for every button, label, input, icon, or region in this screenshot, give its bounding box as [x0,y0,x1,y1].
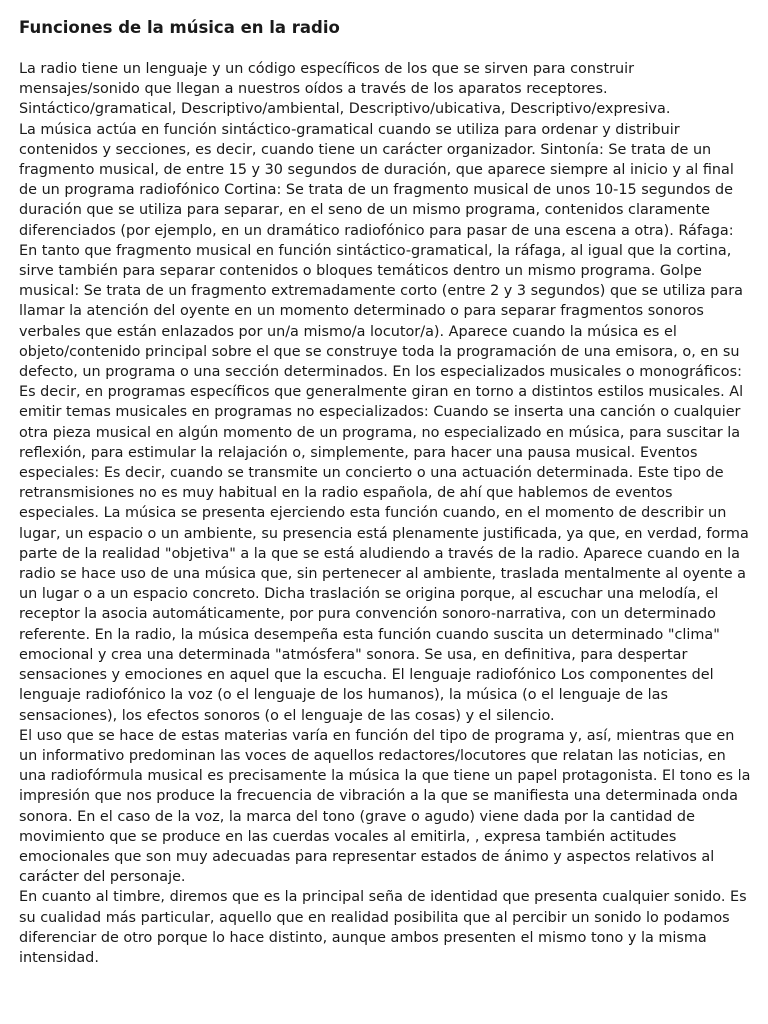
document-title: Funciones de la música en la radio [19,18,340,37]
document-page [19,14,751,968]
paragraph-2: La música actúa en función sintáctico-gramatical cuando se utiliza para ordenar y distribuir contenidos y secciones, es decir, cuando tiene un carácter organizador. Sintonía: Se trata de un fragmento musical, de entre 15 y 30 segundos de duración, que aparece siempre al inicio y al final de un programa radiofónico Cortina: Se trata de un fragmento musical de unos 10-15 segundos de duración que se utiliza para separar, en el seno de un mismo programa, contenidos claramente diferenciados (por ejemplo, en un dramático radiofónico para pasar de una escena a otra). Ráfaga: En tanto que fragmento musical en función sintáctico-gramatical, la ráfaga, al igual que la cortina, sirve también para separar contenidos o bloques temáticos dentro un mismo programa. Golpe musical: Se trata de un fragmento extremadamente corto (entre 2 y 3 segundos) que se utiliza para llamar la atención del oyente en un momento determinado o para separar fragmentos sonoros verbales que están enlazados por un/a mismo/a locutor/a). Aparece cuando la música es el objeto/contenido principal sobre el que se construye toda la programación de una emisora, o, en su defecto, un programa o una sección determinados. En los especializados musicales o monográficos: Es decir, en programas específicos que generalmente giran en torno a distintos estilos musicales. Al emitir temas musicales en programas no especializados: Cuando se inserta una canción o cualquier otra pieza musical en algún momento de un programa, no especializado en música, para suscitar la reflexión, para estimular la relajación o, simplemente, para hacer una pausa musical. Eventos especiales: Es decir, cuando se transmite un concierto o una actuación determinada. Este tipo de retransmisiones no es muy habitual en la radio española, de ahí que hablemos de eventos especiales. La música se presenta ejerciendo esta función cuando, en el momento de describir un lugar, un espacio o un ambiente, su presencia está plenamente justificada, ya que, en verdad, forma parte de la realidad "objetiva" a la que se está aludiendo a través de la radio. Aparece cuando en la radio se hace uso de una música que, sin pertenecer al ambiente, traslada mentalmente al oyente a un lugar o a un espacio concreto. Dicha traslación se origina porque, al escuchar una melodía, el receptor la asocia automáticamente, por pura convención sonoro-narrativa, con un determinado referente. En la radio, la música desempeña esta función cuando suscita un determinado "clima" emocional y crea una determinada "atmósfera" sonora. Se usa, en definitiva, para despertar sensaciones y emociones en aquel que la escucha. El lenguaje radiofónico Los componentes del lenguaje radiofónico la voz (o el lenguaje de los humanos), la música (o el lenguaje de las sensaciones), los efectos sonoros (o el lenguaje de las cosas) y el silencio. [19,121,749,724]
paragraph-1: La radio tiene un lenguaje y un código específicos de los que se sirven para construir mensajes/sonido que llegan a nuestros oídos a través de los aparatos receptores. Sintáctico/gramatical, Descriptivo/ambiental, Descriptivo/ubicativa, Descriptivo/expresiva. [19,61,671,118]
document-body [19,59,751,968]
paragraph-3: El uso que se hace de estas materias varía en función del tipo de programa y, así, mientras que en un informativo predominan las voces de aquellos redactores/locutores que relatan las noticias, en una radiofórmula musical es precisamente la música la que tiene un papel protagonista. El tono es la impresión que nos produce la frecuencia de vibración a la que se manifiesta una determinada onda sonora. En el caso de la voz, la marca del tono (grave o agudo) viene dada por la cantidad de movimiento que se produce en las cuerdas vocales al emitirla, , expresa también actitudes emocionales que son muy adecuadas para representar estados de ánimo y aspectos relativos al carácter del personaje. [19,727,751,886]
paragraph-4: En cuanto al timbre, diremos que es la principal seña de identidad que presenta cualquier sonido. Es su cualidad más particular, aquello que en realidad posibilita que al percibir un sonido lo podamos diferenciar de otro porque lo hace distinto, aunque ambos presenten el mismo tono y la misma intensidad. [19,889,747,966]
